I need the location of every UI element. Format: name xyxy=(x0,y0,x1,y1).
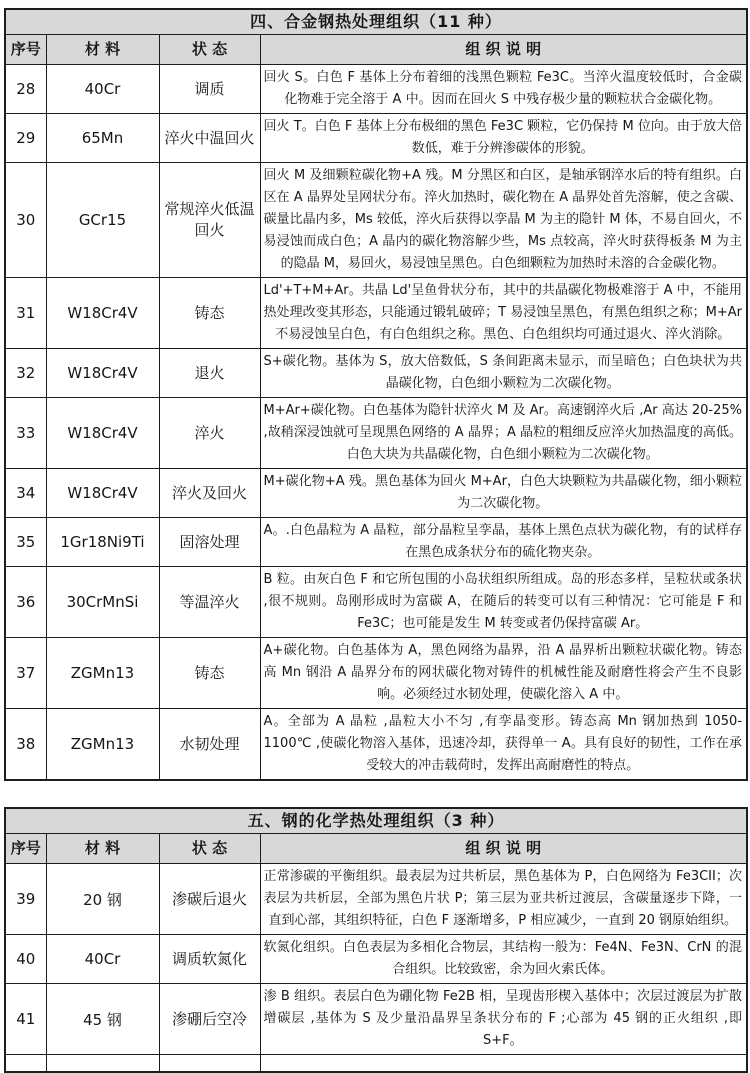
description-cell: A+碳化物。白色基体为 A，黑色网络为晶界，沿 A 晶界析出颗粒状碳化物。铸态高 Mn 钢沿 A 晶界分布的网状碳化物对铸件的机械性能及耐磨性将会产生不良影响。必须经过水韧处理，使碳化溶入 A 中。 xyxy=(260,638,747,709)
table-row xyxy=(5,163,747,278)
description-header: 组 织 说 明 xyxy=(260,35,747,65)
material-cell: 40Cr xyxy=(46,935,159,984)
material-cell: 1Gr18Ni9Ti xyxy=(46,518,159,567)
description-cell: S+碳化物。基体为 S，放大倍数低，S 条间距离未显示，而呈暗色；白色块状为共晶碳化物，白色细小颗粒为二次碳化物。 xyxy=(260,349,747,398)
state-cell: 调质 xyxy=(159,65,260,114)
state-cell: 渗硼后空冷 xyxy=(159,984,260,1055)
serial-cell: 37 xyxy=(5,638,46,709)
description-cell: M+Ar+碳化物。白色基体为隐针状淬火 M 及 Ar。高速钢淬火后 ,Ar 高达 20-25% ,故稍深浸蚀就可呈现黑色网络的 A 晶界；A 晶粒的粗细反应淬火加热温度的高低。白色大块为共晶碳化物，白色细小颗粒为二次碳化物。 xyxy=(260,398,747,469)
treatment-table xyxy=(4,807,748,1073)
serial-cell: 33 xyxy=(5,398,46,469)
table-row xyxy=(5,567,747,638)
serial-header: 序号 xyxy=(5,35,46,65)
state-header: 状 态 xyxy=(159,35,260,65)
state-cell: 调质软氮化 xyxy=(159,935,260,984)
material-cell: GCr15 xyxy=(46,163,159,278)
state-cell: 等温淬火 xyxy=(159,567,260,638)
description-cell: 回火 T。白色 F 基体上分布极细的黑色 Fe3C 颗粒，它仍保持 M 位向。由于放大倍数低，难于分辨渗碳体的形貌。 xyxy=(260,114,747,163)
state-cell: 水韧处理 xyxy=(159,709,260,781)
description-cell: A。.白色晶粒为 A 晶粒，部分晶粒呈孪晶，基体上黑色点状为碳化物，有的试样存在黑色成条状分布的硫化物夹杂。 xyxy=(260,518,747,567)
serial-cell: 40 xyxy=(5,935,46,984)
table-title: 四、合金钢热处理组织（11 种） xyxy=(5,9,747,35)
table-row xyxy=(5,398,747,469)
serial-cell: 32 xyxy=(5,349,46,398)
table-header-row xyxy=(5,834,747,864)
table-row xyxy=(5,935,747,984)
table-row xyxy=(5,518,747,567)
table-row xyxy=(5,638,747,709)
state-cell: 渗碳后退火 xyxy=(159,864,260,935)
serial-cell: 39 xyxy=(5,864,46,935)
serial-header: 序号 xyxy=(5,834,46,864)
material-cell: 40Cr xyxy=(46,65,159,114)
serial-cell: 30 xyxy=(5,163,46,278)
table-row xyxy=(5,469,747,518)
state-cell: 固溶处理 xyxy=(159,518,260,567)
serial-cell: 36 xyxy=(5,567,46,638)
table-row xyxy=(5,278,747,349)
state-header: 状 态 xyxy=(159,834,260,864)
material-cell: W18Cr4V xyxy=(46,469,159,518)
table-row xyxy=(5,114,747,163)
description-cell: 回火 S。白色 F 基体上分布着细的浅黑色颗粒 Fe3C。当淬火温度较低时，合金碳化物难于完全溶于 A 中。因而在回火 S 中残存极少量的颗粒状合金碳化物。 xyxy=(260,65,747,114)
state-cell: 退火 xyxy=(159,349,260,398)
serial-cell: 34 xyxy=(5,469,46,518)
table-header-row xyxy=(5,35,747,65)
description-cell: A。全部为 A 晶粒 ,晶粒大小不匀 ,有孪晶变形。铸态高 Mn 钢加热到 1050-1100℃ ,使碳化物溶入基体，迅速冷却，获得单一 A。具有良好的韧性，工作在承受较大的冲击载荷时，发挥出高耐磨性的特点。 xyxy=(260,709,747,781)
material-cell: 45 钢 xyxy=(46,984,159,1055)
material-header: 材 料 xyxy=(46,35,159,65)
description-cell: B 粒。由灰白色 F 和它所包围的小岛状组织所组成。岛的形态多样，呈粒状或条状 ,很不规则。岛刚形成时为富碳 A，在随后的转变可以有三种情况：它可能是 F 和 Fe3C；也可能是发生 M 转变或者仍保持富碳 Ar。 xyxy=(260,567,747,638)
serial-cell: 31 xyxy=(5,278,46,349)
material-cell: W18Cr4V xyxy=(46,278,159,349)
table-row xyxy=(5,864,747,935)
state-cell: 淬火中温回火 xyxy=(159,114,260,163)
state-cell: 淬火 xyxy=(159,398,260,469)
material-cell: ZGMn13 xyxy=(46,638,159,709)
table-title: 五、钢的化学热处理组织（3 种） xyxy=(5,808,747,834)
description-cell: 回火 M 及细颗粒碳化物+A 残。M 分黑区和白区，是轴承钢淬水后的特有组织。白区在 A 晶界处呈网状分布。淬火加热时，碳化物在 A 晶界处首先溶解，使之含碳、碳量比晶内多，Ms 较低，淬火后获得以孪晶 M 为主的隐针 M 体，不易自回火，不易浸蚀而成白色；A 晶内的碳化物溶解少些，Ms 点较高，淬火时获得板条 M 为主的隐晶 M，易回火，易浸蚀呈黑色。白色细颗粒为加热时未溶的合金碳化物。 xyxy=(260,163,747,278)
description-cell: 正常渗碳的平衡组织。最表层为过共析层，黑色基体为 P，白色网络为 Fe3CII；次表层为共析层，全部为黑色片状 P；第三层为亚共析过渡层，含碳量逐步下降，一直到心部，其组织特征，白色 F 逐渐增多，P 相应减少，一直到 20 钢原始组织。 xyxy=(260,864,747,935)
table-title-row xyxy=(5,9,747,35)
description-cell: 渗 B 组织。表层白色为硼化物 Fe2B 相，呈现齿形楔入基体中；次层过渡层为扩散增碳层 ,基体为 S 及少量沿晶界呈条状分布的 F ;心部为 45 钢的正火组织 ,即 S+F。 xyxy=(260,984,747,1055)
material-cell: 65Mn xyxy=(46,114,159,163)
material-cell: ZGMn13 xyxy=(46,709,159,781)
material-cell: 20 钢 xyxy=(46,864,159,935)
description-header: 组 织 说 明 xyxy=(260,834,747,864)
table-title-row xyxy=(5,808,747,834)
state-cell: 铸态 xyxy=(159,278,260,349)
description-cell: 软氮化组织。白色表层为多相化合物层，其结构一般为：Fe4N、Fe3N、CrN 的混合组织。比较致密，余为回火索氏体。 xyxy=(260,935,747,984)
serial-cell: 41 xyxy=(5,984,46,1055)
serial-cell: 35 xyxy=(5,518,46,567)
state-cell: 常规淬火低温回火 xyxy=(159,163,260,278)
clipped-next-row xyxy=(5,1055,747,1073)
table-row xyxy=(5,709,747,781)
table-row xyxy=(5,349,747,398)
serial-cell: 29 xyxy=(5,114,46,163)
serial-cell: 28 xyxy=(5,65,46,114)
material-cell: 30CrMnSi xyxy=(46,567,159,638)
table-row xyxy=(5,984,747,1055)
document-body xyxy=(0,8,750,1073)
state-cell: 淬火及回火 xyxy=(159,469,260,518)
material-cell: W18Cr4V xyxy=(46,398,159,469)
description-cell: M+碳化物+A 残。黑色基体为回火 M+Ar，白色大块颗粒为共晶碳化物，细小颗粒为二次碳化物。 xyxy=(260,469,747,518)
serial-cell: 38 xyxy=(5,709,46,781)
material-header: 材 料 xyxy=(46,834,159,864)
material-cell: W18Cr4V xyxy=(46,349,159,398)
description-cell: Ld'+T+M+Ar。共晶 Ld'呈鱼骨状分布，其中的共晶碳化物极难溶于 A 中，不能用热处理改变其形态，只能通过锻轧破碎；T 易浸蚀呈黑色，有黑色组织之称；M+Ar 不易浸蚀呈白色，有白色组织之称。黑色、白色组织均可通过退火、淬火消除。 xyxy=(260,278,747,349)
treatment-table xyxy=(4,8,748,781)
state-cell: 铸态 xyxy=(159,638,260,709)
table-row xyxy=(5,65,747,114)
